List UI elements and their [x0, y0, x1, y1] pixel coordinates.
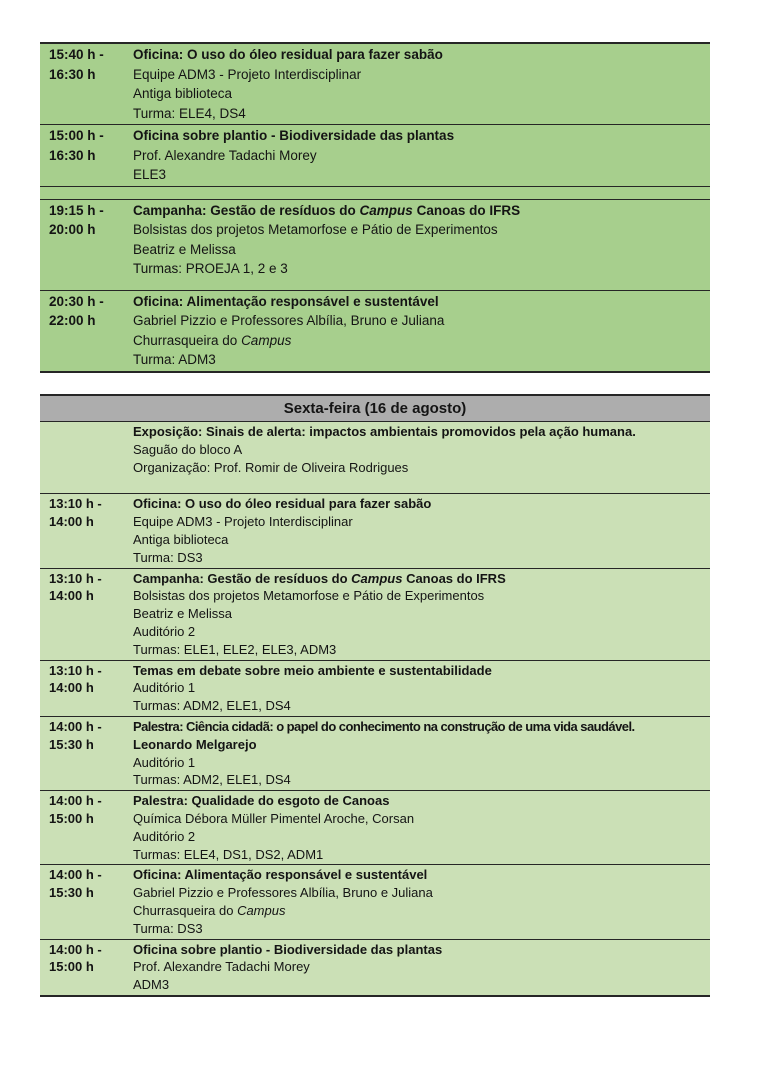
time-cell [40, 791, 133, 864]
text-segment-italic: Campus [359, 202, 413, 218]
event-detail: Turmas: ADM2, ELE1, DS4 [133, 698, 291, 714]
event-cell [133, 791, 710, 864]
event-title: Exposição: Sinais de alerta: impactos ambientais promovidos pela ação humana. [133, 424, 636, 439]
time-start: 19:15 h - [49, 202, 104, 218]
event-title: Oficina: O uso do óleo residual para fazer sabão [133, 47, 443, 62]
text-segment: Campanha: Gestão de resíduos do [133, 202, 360, 218]
time-start: 15:40 h - [49, 47, 104, 62]
event-detail: Auditório 1 [133, 680, 196, 696]
time-cell [40, 125, 133, 186]
event-detail: Organização: Prof. Romir de Oliveira Rodrigues [133, 459, 409, 475]
schedule-row [40, 939, 710, 995]
schedule-row [40, 290, 710, 371]
time-end: 16:30 h [49, 66, 96, 82]
time-cell [40, 717, 133, 790]
schedule-row [40, 422, 710, 493]
event-detail: Gabriel Pizzio e Professores Albília, Bruno e Juliana [133, 885, 433, 901]
time-end: 15:00 h [49, 810, 94, 826]
schedule-row [40, 568, 710, 660]
event-cell [133, 865, 710, 938]
time-end: 20:00 h [49, 222, 96, 237]
time-cell [40, 569, 133, 660]
schedule-row [40, 660, 710, 716]
schedule-row [40, 493, 710, 567]
event-detail: Turmas: ELE4, DS1, DS2, ADM1 [133, 846, 324, 862]
time-cell [40, 494, 133, 567]
schedule-row [40, 199, 710, 290]
event-detail: Auditório 2 [133, 623, 196, 639]
event-detail: Gabriel Pizzio e Professores Albília, Bruno e Juliana [133, 313, 445, 328]
text-segment: Canoas do IFRS [412, 202, 521, 218]
schedule-row [40, 864, 710, 938]
event-title: Oficina sobre plantio - Biodiversidade das plantas [133, 941, 443, 957]
text-segment-italic: Campus [241, 332, 292, 348]
time-end: 15:00 h [49, 959, 94, 975]
time-end: 14:00 h [49, 588, 94, 604]
time-end: 22:00 h [49, 313, 96, 328]
event-detail: Auditório 1 [133, 754, 196, 770]
event-cell [133, 569, 710, 660]
schedule-row [40, 44, 710, 124]
event-detail: Prof. Alexandre Tadachi Morey [133, 959, 310, 975]
time-end: 14:00 h [49, 680, 94, 696]
day-header: Sexta-feira (16 de agosto) [40, 396, 710, 422]
event-cell [133, 422, 710, 493]
time-cell [40, 291, 133, 371]
schedule-table-friday [40, 394, 710, 997]
text-segment: Campanha: Gestão de resíduos do [133, 570, 352, 586]
time-start: 13:10 h - [49, 662, 102, 678]
event-title: Oficina: Alimentação responsável e sustentável [133, 867, 428, 883]
time-start: 13:10 h - [49, 496, 102, 512]
blank-line [133, 476, 710, 492]
event-detail: Turma: ADM3 [133, 352, 216, 367]
event-cell [133, 125, 710, 186]
event-detail: Turmas: PROEJA 1, 2 e 3 [133, 261, 288, 276]
event-title: Temas em debate sobre meio ambiente e sustentabilidade [133, 662, 492, 678]
text-segment: Churrasqueira do [133, 902, 238, 918]
time-cell [40, 44, 133, 124]
event-detail: ADM3 [133, 977, 170, 993]
event-detail: Antiga biblioteca [133, 86, 233, 101]
event-detail: Química Débora Müller Pimentel Aroche, Corsan [133, 810, 415, 826]
time-start: 14:00 h - [49, 867, 102, 883]
time-start: 20:30 h - [49, 293, 104, 309]
time-start: 13:10 h - [49, 570, 102, 586]
event-cell [133, 717, 710, 790]
text-segment: Churrasqueira do [133, 332, 242, 348]
event-detail: Turma: ELE4, DS4 [133, 105, 246, 121]
time-end: 15:30 h [49, 736, 94, 752]
event-cell [133, 661, 710, 716]
event-detail: Bolsistas dos projetos Metamorfose e Pátio de Experimentos [133, 588, 485, 604]
event-detail: Equipe ADM3 - Projeto Interdisciplinar [133, 66, 362, 82]
event-cell [133, 291, 710, 371]
spacer-row [40, 186, 710, 199]
event-detail: Turmas: ADM2, ELE1, DS4 [133, 772, 291, 788]
event-detail: Saguão do bloco A [133, 441, 243, 457]
event-detail: Beatriz e Melissa [133, 241, 236, 257]
event-title [133, 570, 710, 588]
event-title: Palestra: Qualidade do esgoto de Canoas [133, 793, 390, 809]
event-detail: Turma: DS3 [133, 549, 203, 565]
event-title: Oficina: O uso do óleo residual para fazer sabão [133, 496, 432, 512]
time-end: 15:30 h [49, 885, 94, 901]
event-title: Palestra: Ciência cidadã: o papel do conhecimento na construção de uma vida saudável. [133, 718, 635, 734]
event-detail: Turma: DS3 [133, 920, 203, 936]
text-segment-italic: Campus [351, 570, 403, 586]
time-cell [40, 865, 133, 938]
time-start: 14:00 h - [49, 793, 102, 809]
event-title: Oficina: Alimentação responsável e sustentável [133, 293, 439, 309]
event-cell [133, 494, 710, 567]
event-cell [133, 44, 710, 124]
time-start: 14:00 h - [49, 718, 102, 734]
time-start: 14:00 h - [49, 941, 102, 957]
schedule-row [40, 716, 710, 790]
event-detail: Beatriz e Melissa [133, 606, 232, 622]
event-detail: Antiga biblioteca [133, 531, 229, 547]
event-detail: Equipe ADM3 - Projeto Interdisciplinar [133, 514, 353, 530]
blank-line [133, 279, 710, 289]
event-detail [133, 331, 710, 351]
event-detail: ELE3 [133, 167, 167, 182]
event-speaker: Leonardo Melgarejo [133, 736, 257, 752]
time-end: 14:00 h [49, 514, 94, 530]
event-title: Oficina sobre plantio - Biodiversidade das plantas [133, 128, 455, 143]
event-title [133, 201, 710, 221]
event-detail: Bolsistas dos projetos Metamorfose e Pátio de Experimentos [133, 222, 498, 237]
event-cell [133, 200, 710, 290]
time-cell [40, 422, 133, 493]
time-cell [40, 940, 133, 995]
schedule-row [40, 790, 710, 864]
event-detail [133, 902, 710, 920]
time-cell [40, 661, 133, 716]
event-detail: Prof. Alexandre Tadachi Morey [133, 147, 317, 163]
text-segment: Canoas do IFRS [402, 570, 506, 586]
event-cell [133, 940, 710, 995]
time-cell [40, 200, 133, 290]
event-detail: Auditório 2 [133, 828, 196, 844]
time-end: 16:30 h [49, 147, 96, 163]
schedule-row [40, 124, 710, 186]
schedule-table-top [40, 42, 710, 373]
time-start: 15:00 h - [49, 128, 104, 143]
event-detail: Turmas: ELE1, ELE2, ELE3, ADM3 [133, 641, 337, 657]
text-segment-italic: Campus [237, 902, 286, 918]
